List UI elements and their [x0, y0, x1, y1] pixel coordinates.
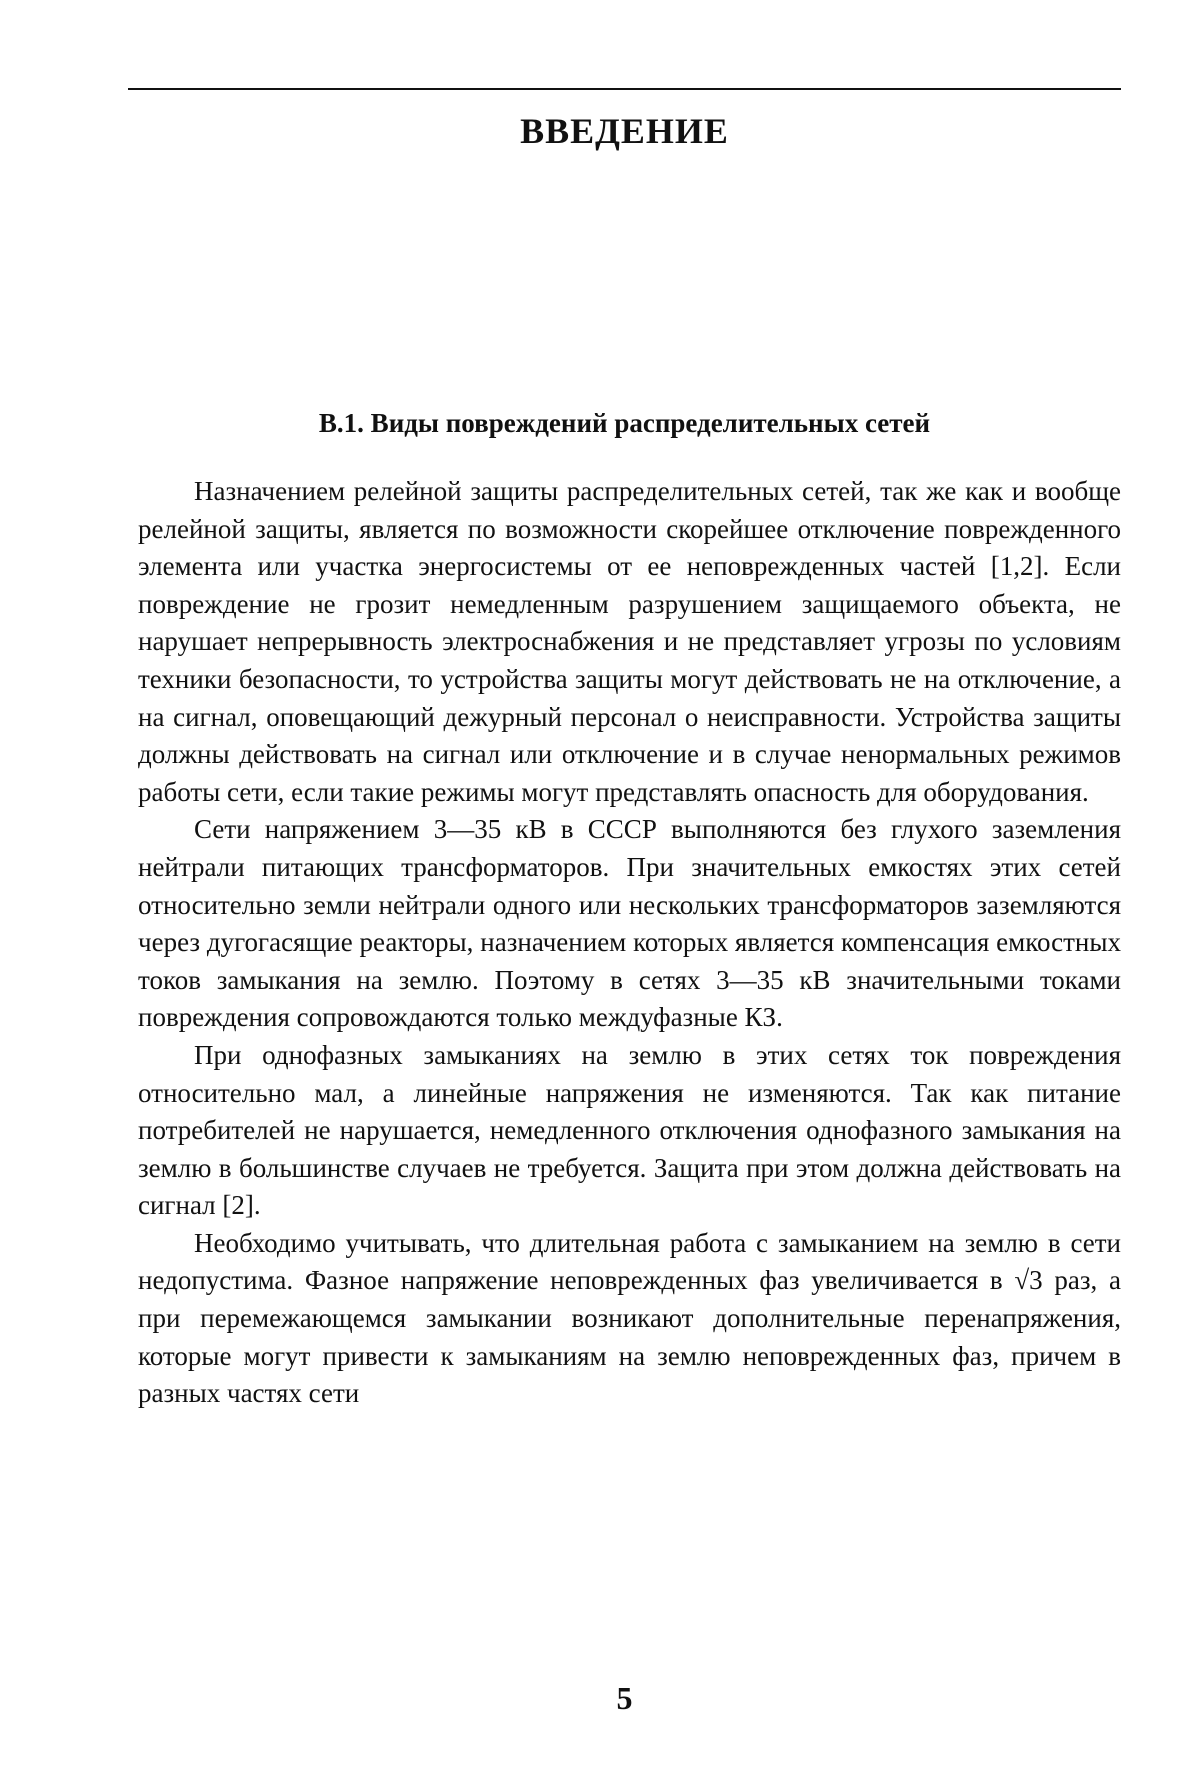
paragraph: Сети напряжением 3—35 кВ в СССР выполняются без глухого заземления нейтрали питающих трансформаторов. При значительных емкостях этих сетей относительно земли нейтрали одного или нескольких трансформаторов заземляются через дугогасящие реакторы, назначением которых является компенсация емкостных токов замыкания на землю. Поэтому в сетях 3—35 кВ значительными токами повреждения сопровождаются только междуфазные КЗ. — [138, 814, 1121, 1033]
section-heading: В.1. Виды повреждений распределительных сетей — [318, 408, 931, 438]
body-text — [138, 473, 1121, 1413]
paragraph: Необходимо учитывать, что длительная работа с замыканием на землю в сети недопустима. Фазное напряжение неповрежденных фаз увеличивается в √3 раз, а при перемежающемся замыкании возникают дополнительные перенапряжения, которые могут привести к замыканиям на землю неповрежденных фаз, причем в разных частях сети — [138, 1227, 1121, 1409]
paragraph: При однофазных замыканиях на землю в этих сетях ток повреждения относительно мал, а линейные напряжения не изменяются. Так как питание потребителей не нарушается, немедленного отключения однофазного замыкания на землю в большинстве случаев не требуется. Защита при этом должна действовать на сигнал [2]. — [138, 1039, 1121, 1221]
top-rule — [128, 88, 1121, 90]
paragraph: Назначением релейной защиты распределительных сетей, так же как и вообще релейной защиты, является по возможности скорейшее отключение поврежденного элемента или участка энергосистемы от ее неповрежденных частей [1,2]. Если повреждение не грозит немедленным разрушением защищаемого объекта, не нарушает непрерывность электроснабжения и не представляет угрозы по условиям техники безопасности, то устройства защиты могут действовать не на отключение, а на сигнал, оповещающий дежурный персонал о неисправности. Устройства защиты должны действовать на сигнал или отключение и в случае ненормальных режимов работы сети, если такие режимы могут представлять опасность для оборудования. — [138, 476, 1121, 807]
chapter-title: ВВЕДЕНИЕ — [520, 111, 729, 151]
page-number: 5 — [616, 1680, 633, 1716]
